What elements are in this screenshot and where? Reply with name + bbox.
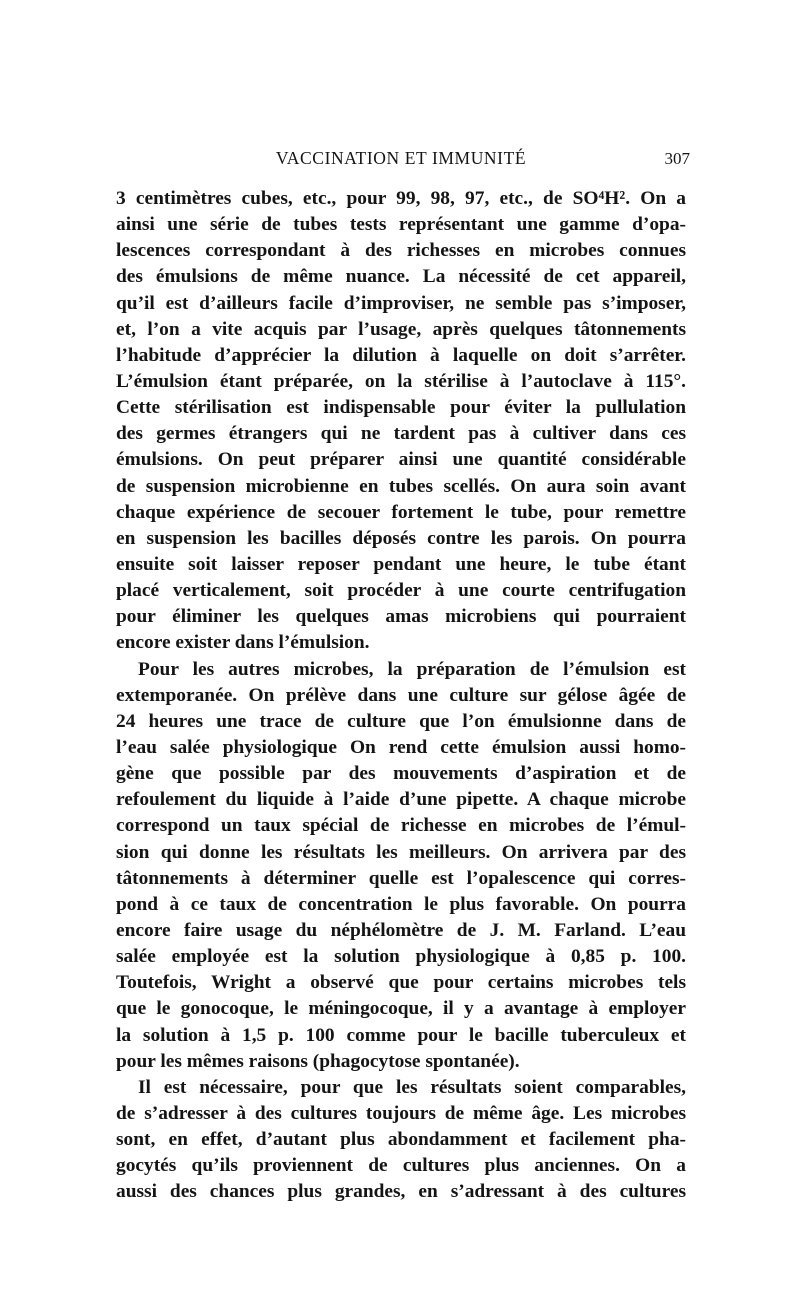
text-line: chaque expérience de secouer fortement le tube, pour remettre <box>116 501 686 523</box>
text-line: L’émulsion étant préparée, on la stérilise à l’autoclave à 115°. <box>116 370 686 392</box>
text-line: de s’adresser à des cultures toujours de même âge. Les microbes <box>116 1102 686 1124</box>
page-number: 307 <box>664 149 690 168</box>
text-line: l’eau salée physiologique On rend cette émulsion aussi homo- <box>116 736 686 758</box>
text-line: émulsions. On peut préparer ainsi une quantité considérable <box>116 449 686 471</box>
text-line: que le gonocoque, le méningocoque, il y a avantage à employer <box>116 998 686 1020</box>
text-line: pour les mêmes raisons (phagocytose spontanée). <box>116 1050 520 1072</box>
text-line: ensuite soit laisser reposer pendant une heure, le tube étant <box>116 553 686 575</box>
text-line: sion qui donne les résultats les meilleurs. On arrivera par des <box>116 841 686 863</box>
text-line: 3 centimètres cubes, etc., pour 99, 98, 97, etc., de SO⁴H². On a <box>116 188 686 209</box>
text-line: extemporanée. On prélève dans une culture sur gélose âgée de <box>116 684 686 706</box>
running-head <box>116 148 690 172</box>
text-line: Toutefois, Wright a observé que pour certains microbes tels <box>116 972 686 994</box>
text-line: qu’il est d’ailleurs facile d’improviser, ne semble pas s’imposer, <box>116 292 686 314</box>
text-line: sont, en effet, d’autant plus abondamment et facilement pha- <box>116 1129 686 1151</box>
text-line: l’habitude d’apprécier la dilution à laquelle on doit s’arrêter. <box>116 344 686 366</box>
text-line: correspond un taux spécial de richesse en microbes de l’émul- <box>116 815 686 837</box>
text-line: lescences correspondant à des richesses en microbes connues <box>116 240 686 262</box>
text-line: des germes étrangers qui ne tardent pas à cultiver dans ces <box>116 423 686 445</box>
text-line: encore faire usage du néphélomètre de J. M. Farland. L’eau <box>116 919 686 941</box>
text-line: gocytés qu’ils proviennent de cultures plus anciennes. On a <box>116 1155 686 1177</box>
text-line: placé verticalement, soit procéder à une courte centrifugation <box>116 580 686 602</box>
text-line: ainsi une série de tubes tests représentant une gamme d’opa- <box>116 214 686 236</box>
text-line: salée employée est la solution physiologique à 0,85 p. 100. <box>116 946 686 968</box>
text-line: des émulsions de même nuance. La nécessité de cet appareil, <box>116 266 686 288</box>
text-line: la solution à 1,5 p. 100 comme pour le bacille tuberculeux et <box>116 1024 686 1046</box>
text-line: 24 heures une trace de culture que l’on émulsionne dans de <box>116 710 686 732</box>
text-line: et, l’on a vite acquis par l’usage, après quelques tâtonnements <box>116 318 686 340</box>
text-line: tâtonnements à déterminer quelle est l’opalescence qui corres- <box>116 867 686 889</box>
text-line: Il est nécessaire, pour que les résultats soient comparables, <box>138 1076 686 1098</box>
text-line: pond à ce taux de concentration le plus favorable. On pourra <box>116 893 686 915</box>
text-line: gène que possible par des mouvements d’aspiration et de <box>116 763 686 785</box>
text-line: encore exister dans l’émulsion. <box>116 632 370 654</box>
text-line: pour éliminer les quelques amas microbiens qui pourraient <box>116 606 686 628</box>
body-text <box>116 186 686 1205</box>
text-line: de suspension microbienne en tubes scellés. On aura soin avant <box>116 475 686 497</box>
text-line: Pour les autres microbes, la préparation de l’émulsion est <box>138 658 686 680</box>
running-title: VACCINATION ET IMMUNITÉ <box>275 148 527 168</box>
text-line: aussi des chances plus grandes, en s’adressant à des cultures <box>116 1181 686 1203</box>
text-line: refoulement du liquide à l’aide d’une pipette. A chaque microbe <box>116 789 686 811</box>
text-line: en suspension les bacilles déposés contre les parois. On pourra <box>116 527 686 549</box>
text-line: Cette stérilisation est indispensable pour éviter la pullulation <box>116 397 686 419</box>
